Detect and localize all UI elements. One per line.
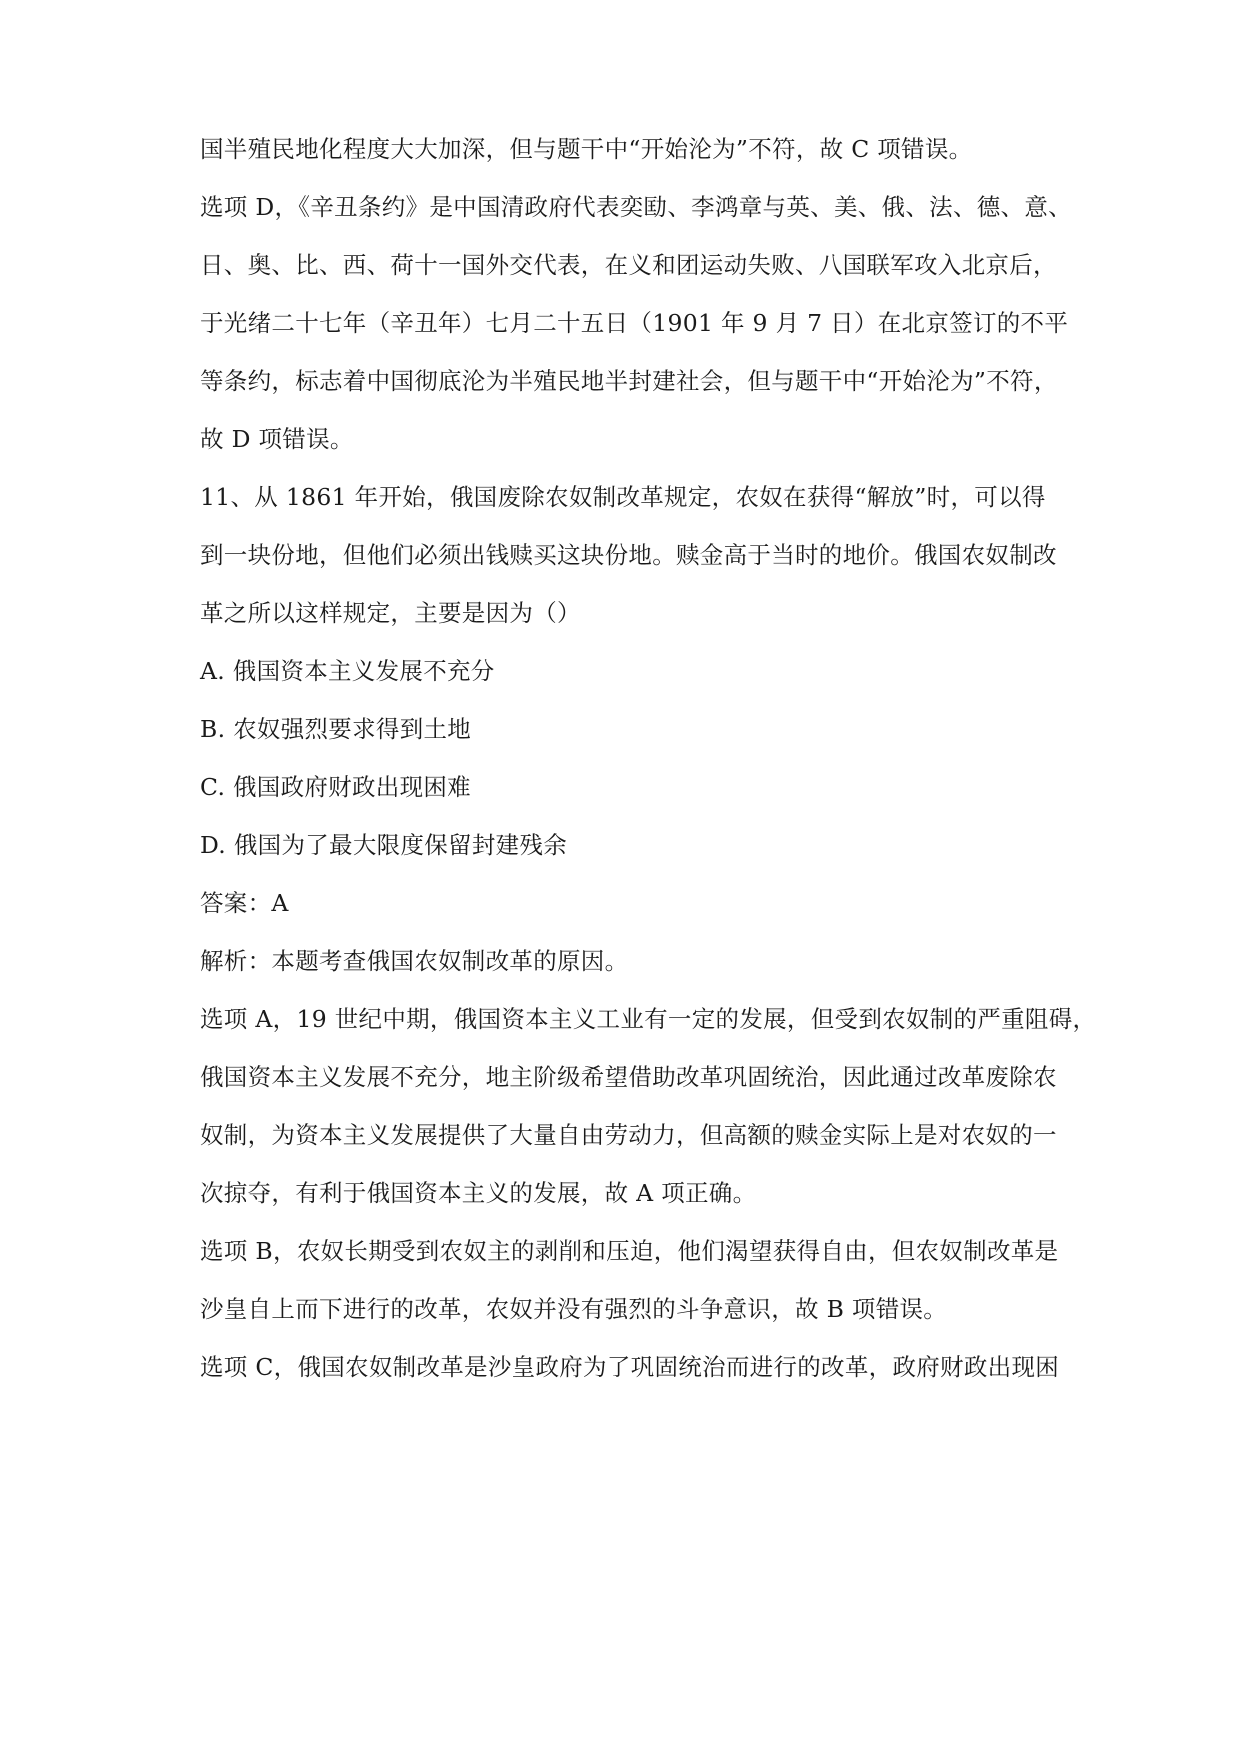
option-b: B. 农奴强烈要求得到土地	[200, 715, 472, 743]
text-line: 选项 B，农奴长期受到农奴主的剥削和压迫，他们渴望获得自由，但农奴制改革是	[200, 1237, 1059, 1265]
text-line: 选项 A，19 世纪中期，俄国资本主义工业有一定的发展，但受到农奴制的严重阻碍，	[200, 1005, 1097, 1033]
text-line: 于光绪二十七年（辛丑年）七月二十五日（1901 年 9 月 7 日）在北京签订的不平	[200, 309, 1069, 337]
text-line: 等条约，标志着中国彻底沦为半殖民地半封建社会，但与题干中“开始沦为”不符，	[200, 367, 1058, 395]
text-line: 选项 C，俄国农奴制改革是沙皇政府为了巩固统治而进行的改革，政府财政出现困	[200, 1353, 1060, 1381]
text-line: 沙皇自上而下进行的改革，农奴并没有强烈的斗争意识，故 B 项错误。	[200, 1295, 948, 1323]
answer-line: 答案：A	[200, 889, 289, 917]
text-line: 故 D 项错误。	[200, 425, 354, 453]
question-stem-line: 到一块份地，但他们必须出钱赎买这块份地。赎金高于当时的地价。俄国农奴制改	[200, 541, 1057, 569]
option-c: C. 俄国政府财政出现困难	[200, 773, 471, 801]
text-line: 次掠夺，有利于俄国资本主义的发展，故 A 项正确。	[200, 1179, 757, 1207]
text-line: 俄国资本主义发展不充分，地主阶级希望借助改革巩固统治，因此通过改革废除农	[200, 1063, 1057, 1091]
analysis-line: 解析：本题考查俄国农奴制改革的原因。	[200, 947, 629, 975]
text-line: 选项 D，《辛丑条约》是中国清政府代表奕劻、李鸿章与英、美、俄、法、德、意、	[200, 193, 1072, 221]
text-line: 日、奥、比、西、荷十一国外交代表，在义和团运动失败、八国联军攻入北京后，	[200, 251, 1057, 279]
text-line: 国半殖民地化程度大大加深，但与题干中“开始沦为”不符，故 C 项错误。	[200, 135, 973, 163]
text-line: 奴制，为资本主义发展提供了大量自由劳动力，但高额的赎金实际上是对农奴的一	[200, 1121, 1057, 1149]
option-a: A. 俄国资本主义发展不充分	[200, 657, 495, 685]
question-stem-line: 革之所以这样规定，主要是因为（）	[200, 599, 581, 627]
option-d: D. 俄国为了最大限度保留封建残余	[200, 831, 568, 859]
question-stem-line: 11、从 1861 年开始，俄国废除农奴制改革规定，农奴在获得“解放”时，可以得	[200, 483, 1046, 511]
